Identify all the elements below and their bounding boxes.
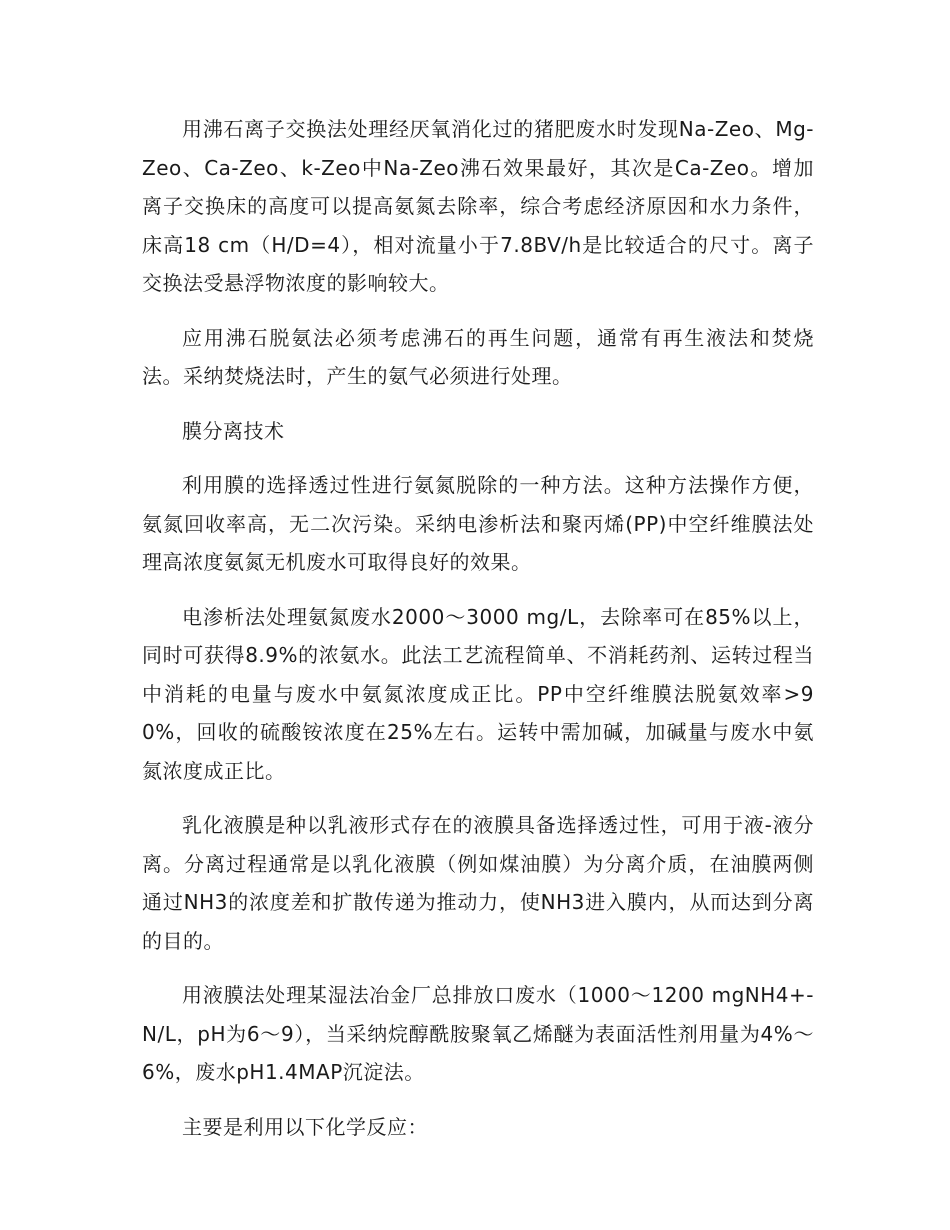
paragraph-electrodialysis: 电渗析法处理氨氮废水2000～3000 mg/L，去除率可在85%以上，同时可获得8.9%的浓氨水。此法工艺流程简单、不消耗药剂、运转过程当中消耗的电量与废水中氨氮浓度成正比。PP中空纤维膜法脱氨效率>90%，回收的硫酸铵浓度在25%左右。运转中需加碱，加碱量与废水中氨氮浓度成正比。 [142,604,814,783]
paragraph-chemical-reaction-intro: 主要是利用以下化学反应： [182,1114,428,1139]
paragraph-membrane-intro: 利用膜的选择透过性进行氨氮脱除的一种方法。这种方法操作方便，氨氮回收率高，无二次污染。采纳电渗析法和聚丙烯(PP)中空纤维膜法处理高浓度氨氮无机废水可取得良好的效果。 [142,473,814,574]
section-heading-membrane-separation: 膜分离技术 [182,418,285,443]
paragraph-zeolite-regeneration: 应用沸石脱氨法必须考虑沸石的再生问题，通常有再生液法和焚烧法。采纳焚烧法时，产生的氨气必须进行处理。 [142,325,814,388]
document-body [142,110,814,1162]
paragraph-liquid-membrane-case: 用液膜法处理某湿法冶金厂总排放口废水（1000～1200 mgNH4+-N/L，pH为6～9），当采纳烷醇酰胺聚氧乙烯醚为表面活性剂用量为4%～6%，废水pH1.4MAP沉淀法。 [142,983,814,1084]
paragraph-zeolite-ion-exchange: 用沸石离子交换法处理经厌氧消化过的猪肥废水时发现Na-Zeo、Mg-Zeo、Ca-Zeo、k-Zeo中Na-Zeo沸石效果最好，其次是Ca-Zeo。增加离子交换床的高度可以提高氨氮去除率，综合考虑经济原因和水力条件，床高18 cm（H/D=4），相对流量小于7.8BV/h是比较适合的尺寸。离子交换法受悬浮物浓度的影响较大。 [142,117,814,295]
paragraph-emulsion-liquid-membrane: 乳化液膜是种以乳液形式存在的液膜具备选择透过性，可用于液-液分离。分离过程通常是以乳化液膜（例如煤油膜）为分离介质，在油膜两侧通过NH3的浓度差和扩散传递为推动力，使NH3进入膜内，从而达到分离的目的。 [142,813,814,953]
